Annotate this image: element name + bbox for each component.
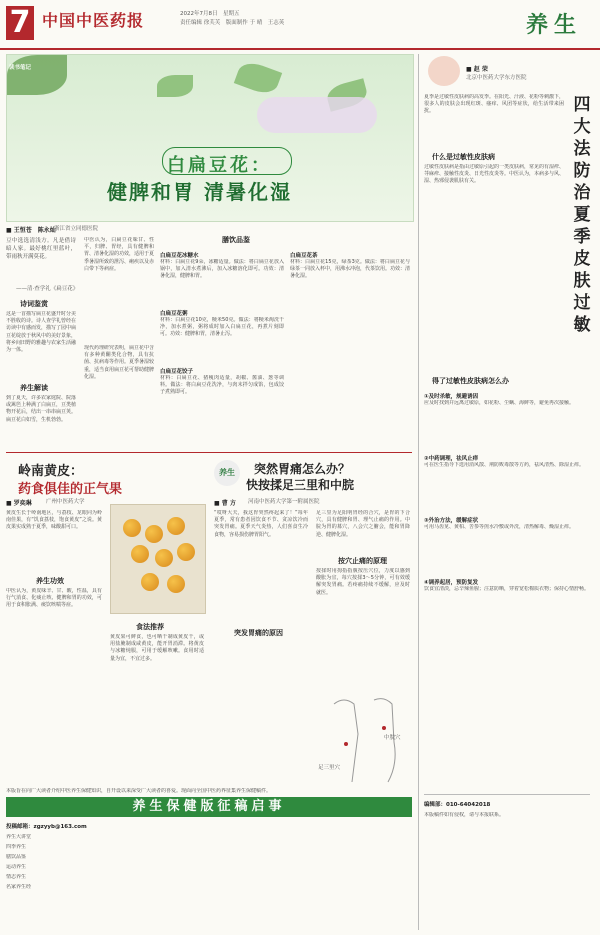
recipe-body: 材料：白扁豆花15克，绿茶3克。做法：将白扁豆花与绿茶一同放入杯中，用沸水冲泡，代茶饮用。功效：清暑化湿。 xyxy=(290,259,410,280)
method-item xyxy=(424,516,590,574)
poem-source: ——清·查学礼《扁豆花》 xyxy=(16,286,79,292)
acupoint-label: 足三里穴 xyxy=(318,765,341,771)
recipe-name: 白扁豆花茶 xyxy=(290,253,318,259)
lingnan-article xyxy=(6,456,206,786)
method-body: 饮食宜清淡，忌辛辣鱼腥；注意防晒，穿着宽松棉质衣物；保持心情舒畅。 xyxy=(424,586,590,592)
submission-email: 投稿邮箱：zgzyyb@163.com xyxy=(6,824,87,830)
method-name: ④调养起居，预防复发 xyxy=(424,580,479,586)
fruit-shape xyxy=(167,517,185,535)
subhead-health: 养生解读 xyxy=(20,384,48,392)
article-title: 四大法防治夏季皮肤过敏 xyxy=(573,95,591,335)
recipe-name: 白扁豆花冰糖水 xyxy=(160,253,199,259)
recruitment-details xyxy=(6,822,412,930)
method-name: ③外治方法，缓解症状 xyxy=(424,518,479,524)
fruit-shape xyxy=(145,525,163,543)
column-name: 养生大讲堂 xyxy=(6,834,32,840)
masthead xyxy=(0,0,600,50)
byline-unit: 北京中医药大学东方医院 xyxy=(466,75,527,81)
acupoint-label: 中脘穴 xyxy=(384,735,401,741)
recipe-item xyxy=(160,309,284,365)
body-text: 中医认为，黄皮味辛、甘、酸，性温，具有行气消食、化痰止咳、健脾和胃的功效，可用于食积胀满、痰饮咳喘等症。 xyxy=(6,588,102,609)
body-text: 过敏性皮肤病是指由过敏原引起的一类皮肤病，常见的有湿疹、荨麻疹、接触性皮炎、日光性皮炎等。中医认为，本病多与风、湿、热邪侵袭肌肤有关。 xyxy=(424,164,564,185)
hotline: 编辑部：010-64042018 xyxy=(424,802,491,808)
column-divider xyxy=(418,54,419,930)
subhead-principle: 按穴止痛的原理 xyxy=(338,557,387,565)
leaf-decoration xyxy=(234,59,282,98)
recipe-body: 材料：白扁豆花、猪瘦肉适量，胡椒、酱油、葱等调料。做法：将白扁豆花洗净，与肉末拌匀成馅，包成饺子煮熟即可。 xyxy=(160,375,284,396)
leaf-decoration xyxy=(7,55,67,95)
subhead-what: 什么是过敏性皮肤病 xyxy=(432,153,495,161)
recruitment-banner: 养生保健版征稿启事 xyxy=(6,797,412,817)
fruit-shape xyxy=(167,575,185,593)
body-text: 按揉时用拇指指腹按压穴位，力度以感到酸胀为宜，每穴按揉3～5分钟，可有效缓解突发胃痛。若疼痛持续不缓解，应及时就医。 xyxy=(316,568,410,596)
recipe-name: 白扁豆花粥 xyxy=(160,311,188,317)
hero-kicker: 白扁豆花： xyxy=(167,155,272,176)
method-body: 应及时找到并远离过敏原，如花粉、尘螨、海鲜等，避免再次接触。 xyxy=(424,400,575,406)
recipe-section xyxy=(160,225,412,447)
fruit-shape xyxy=(141,573,159,591)
recipe-item xyxy=(160,367,284,423)
article-title: 岭南黄皮： xyxy=(18,464,84,479)
intro-text: 夏季是过敏性皮肤病的高发季。在阳光、汗液、花粉等刺激下，很多人的皮肤会出现红斑、瘙痒、风团等症状，给生活带来困扰。 xyxy=(424,94,564,115)
method-item xyxy=(424,454,590,512)
byline-unit: 浙江省立同德医院 xyxy=(54,226,99,232)
hero-title: 健脾和胃 清暑化湿 xyxy=(107,180,292,204)
subhead-recipe: 食法推荐 xyxy=(136,623,164,631)
column-name: 四季养生 xyxy=(6,844,27,850)
fruit-shape xyxy=(131,545,149,563)
hero-banner xyxy=(6,54,414,222)
method-item xyxy=(424,578,590,636)
poem: 豆中选选清浅方。凡是借诗暗人家。最好桃红里蓝叶，带雨秋开满莫花。 xyxy=(6,238,76,260)
recipe-body: 材料：白扁豆花9朵，冰糖适量。做法：将白扁豆花放入锅中，加入清水煮沸后，加入冰糖溶化即可。功效：清暑化湿，健脾和胃。 xyxy=(160,259,284,280)
fruit-shape xyxy=(123,519,141,537)
editorial-notes: 本版稿件如有侵权，请与本报联系。 xyxy=(424,812,505,818)
subhead-how: 得了过敏性皮肤病怎么办 xyxy=(432,377,509,385)
article-title: 快按揉足三里和中脘 xyxy=(246,478,355,492)
fruit-shape xyxy=(177,543,195,561)
byline-unit: 河南中医药大学第一附属医院 xyxy=(248,499,320,505)
recipe-section-title: 膳饮品鉴 xyxy=(222,236,250,244)
byline: ■ 王恒苍 陈永灿 xyxy=(6,227,56,234)
page-number: 7 xyxy=(6,6,34,40)
recruitment-intro: 本版旨在向广大读者介绍中医养生保健知识，自开设以来深受广大读者的喜爱。现面向全国中医药界征集养生保健稿件。 xyxy=(6,788,272,794)
subhead-effect: 养生功效 xyxy=(36,577,64,585)
stomach-article xyxy=(214,456,412,786)
method-name: ②中药调理，祛风止痒 xyxy=(424,456,479,462)
body-text: “哎呀大夫，我这胃突然疼起来了！”每年夏季，常有患者因饮食不节、贪凉饮冷而突发胃痛。夏季天气炎热，人们喜食生冷食物，容易损伤脾胃阳气。 xyxy=(214,510,308,538)
subhead-cause: 突发胃痛的原因 xyxy=(234,629,283,637)
flower-decoration xyxy=(257,97,377,133)
method-body: 可在医生指导下选用消风散、荆防败毒散等方药，祛风清热、除湿止痒。 xyxy=(424,462,585,468)
method-body: 可用马齿苋、黄柏、苦参等煎水冷敷或外洗，清热解毒、燥湿止痒。 xyxy=(424,524,575,530)
subhead-poetry: 诗词鉴赏 xyxy=(20,300,48,308)
body-text: 到了夏天，许多农家庭院、院落或篱笆上种满了白扁豆，豆类植物开花后，结出一串串扁豆荚。扁豆花白如雪，生机勃勃。 xyxy=(6,395,76,423)
recipe-item xyxy=(290,251,410,319)
skin-allergy-article xyxy=(424,54,594,930)
column-name: 膳饮品鉴 xyxy=(6,854,27,860)
recipe-item xyxy=(160,251,284,307)
body-text: 这是一首描写扁豆花盛开时分美不胜收的诗。诗人查学礼曾经在访读中有感而发，描写了园中扁豆花绽放于秋风中的美好景象，将乡间田野的雅趣与农家生活融为一体。 xyxy=(6,311,76,354)
method-name: ①及时杀敏，规避诱因 xyxy=(424,394,479,400)
recipe-name: 白扁豆花饺子 xyxy=(160,369,194,375)
recipe-body: 材料：白扁豆花10克，粳米50克。做法：将粳米淘洗干净，加水煮粥，粥将成时加入白扁豆花，再煮片刻即可。功效：健脾和胃，清暑止泻。 xyxy=(160,317,284,338)
byline: ■ 罗奕琳 xyxy=(6,500,32,507)
huangpi-fruit-photo xyxy=(110,504,206,614)
body-text: 黄皮生长于岭南地区，与荔枝、龙眼同为岭南佳果，有“饥食荔枝，饱食黄皮”之说。黄皮果实成熟于夏季，味酸甜可口。 xyxy=(6,510,102,531)
divider xyxy=(424,794,590,795)
editor-credits: 责任编辑 徐芙芙 版面制作 于 晴 王志英 xyxy=(180,20,285,26)
leaf-decoration xyxy=(157,75,193,97)
hero-corner-text: 读书笔记 xyxy=(9,65,32,71)
body-text: 中医认为，白扁豆花味甘、性平，归脾、胃经，具有健脾和胃、清暑化湿的功效，适用于夏季暑湿所致的泄泻、痢疾以及赤白带下等病症。 xyxy=(84,237,154,272)
byline-unit: 广州中医药大学 xyxy=(46,499,85,505)
fruit-shape xyxy=(155,549,173,567)
body-text: 足三里为足阳明胃经的合穴，是胃的下合穴，具有健脾和胃、理气止痛的作用。中脘为胃的募穴，八会穴之腑会，能和胃降逆、健脾化湿。 xyxy=(316,510,410,538)
column-name: 情志养生 xyxy=(6,874,27,880)
column-name: 名家养生经 xyxy=(6,884,32,890)
method-item xyxy=(424,392,590,450)
section-name: 养生 xyxy=(525,13,582,38)
body-text: 现代药理研究表明，扁豆花中含有多种黄酮类化合物，具有抗菌、抗病毒等作用。夏季暑湿较重，适当食用扁豆花可帮助健脾化湿。 xyxy=(84,345,154,380)
divider xyxy=(6,452,412,453)
acupoint-figure xyxy=(314,694,410,784)
paper-name: 中国中医药报 xyxy=(42,11,145,30)
section-badge: 养生 xyxy=(214,460,240,486)
column-name: 运动养生 xyxy=(6,864,27,870)
issue-date: 2022年7月8日 星期五 xyxy=(180,11,240,17)
article-title: 药食俱佳的正气果 xyxy=(18,482,123,497)
byline: ■ 赵 荣 xyxy=(466,66,488,73)
body-text: 黄皮果可鲜食，也可晒干制成黄皮干，或用盐腌制成咸黄皮，能开胃消滞。将黄皮与冰糖炖服，可用于缓解咳嗽。食用时适量为宜，不宜过多。 xyxy=(110,634,204,662)
byline: ■ 曹 方 xyxy=(214,500,236,507)
article-title: 突然胃痛怎么办？ xyxy=(254,462,351,476)
author-photo xyxy=(428,56,460,86)
